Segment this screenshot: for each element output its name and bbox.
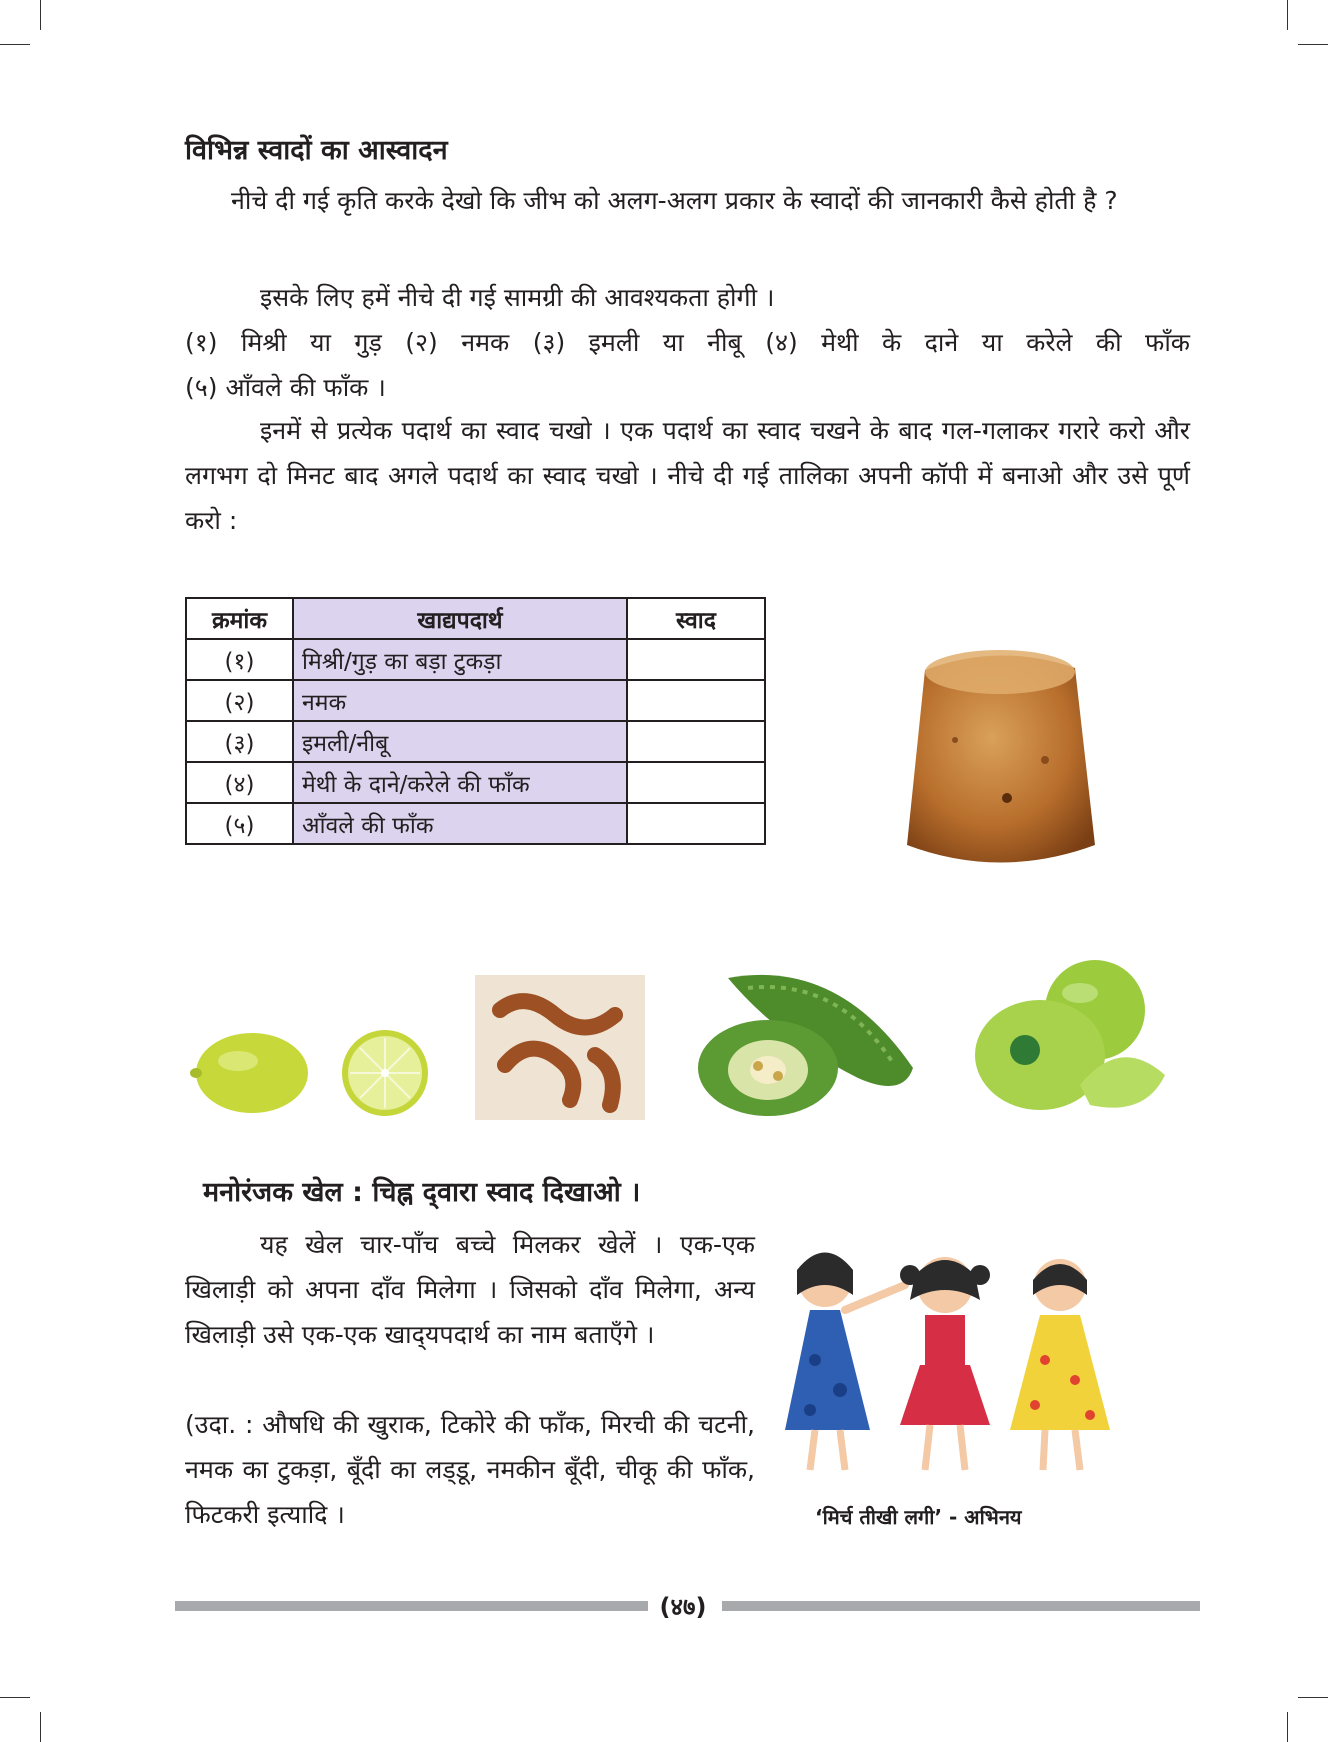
crop-mark	[40, 1712, 41, 1742]
crop-mark	[1298, 1697, 1328, 1698]
children-acting-illustration	[775, 1240, 1120, 1485]
table-row	[186, 803, 765, 844]
table-cell-taste	[627, 762, 765, 803]
table-cell-item: नमक	[293, 680, 627, 721]
table-cell-number: (२)	[186, 680, 293, 721]
crop-mark	[0, 44, 30, 45]
table-cell-number: (१)	[186, 639, 293, 680]
instructions-text: इनमें से प्रत्येक पदार्थ का स्वाद चखो । एक पदार्थ का स्वाद चखने के बाद गल-गलाकर गरारे करो और लगभग दो मिनट बाद अगले पदार्थ का स्वाद चखो । नीचे दी गई तालिका अपनी कॉपी में बनाओ और उसे पूर्ण करो :	[185, 416, 1190, 535]
page-number: (४७)	[659, 1593, 707, 1621]
intro-text: नीचे दी गई कृति करके देखो कि जीभ को अलग-अलग प्रकार के स्वादों की जानकारी कैसे होती है ?	[231, 186, 1118, 215]
game-paragraph	[185, 1222, 755, 1357]
table-row	[186, 680, 765, 721]
table-cell-number: (३)	[186, 721, 293, 762]
table-header-cell: खाद्यपदार्थ	[293, 598, 627, 639]
table-cell-item: इमली/नीबू	[293, 721, 627, 762]
materials-list-line: (१) मिश्री या गुड़ (२) नमक (३) इमली या नीबू (४) मेथी के दाने या करेले की फाँक	[185, 328, 1190, 357]
game-body-text: यह खेल चार-पाँच बच्चे मिलकर खेलें । एक-एक खिलाड़ी को अपना दाँव मिलेगा । जिसको दाँव मिलेगा, अन्य खिलाड़ी उसे एक-एक खाद्‌यपदार्थ का नाम बताएँगे ।	[185, 1230, 755, 1349]
crop-mark	[1287, 1712, 1288, 1742]
lemon-image	[190, 1028, 315, 1118]
intro-paragraph	[185, 178, 1190, 223]
crop-mark	[40, 0, 41, 30]
table-header-cell: स्वाद	[627, 598, 765, 639]
lemon-half-image	[340, 1028, 430, 1118]
game-examples-paragraph	[185, 1402, 755, 1537]
instructions-paragraph	[185, 408, 1190, 543]
table-row	[186, 721, 765, 762]
table-cell-item: मेथी के दाने/करेले की फाँक	[293, 762, 627, 803]
crop-mark	[1287, 0, 1288, 30]
table-cell-taste	[627, 639, 765, 680]
table-cell-item: मिश्री/गुड़ का बड़ा टुकड़ा	[293, 639, 627, 680]
taste-table	[185, 597, 766, 845]
tamarind-image	[475, 975, 645, 1120]
table-cell-taste	[627, 803, 765, 844]
footer-bar-left	[175, 1601, 648, 1611]
crop-mark	[0, 1697, 30, 1698]
materials-list-line: (५) आँवले की फाँक ।	[185, 373, 386, 402]
footer-bar-right	[722, 1601, 1200, 1611]
jaggery-image	[895, 640, 1105, 880]
materials-intro: इसके लिए हमें नीचे दी गई सामग्री की आवश्यकता होगी ।	[260, 283, 775, 312]
illustration-caption: ‘मिर्च तीखी लगी’ - अभिनय	[815, 1505, 1022, 1529]
table-cell-number: (४)	[186, 762, 293, 803]
table-cell-taste	[627, 721, 765, 762]
bitter-gourd-image	[688, 958, 923, 1120]
table-cell-item: आँवले की फाँक	[293, 803, 627, 844]
table-header-row	[186, 598, 765, 639]
crop-mark	[1298, 44, 1328, 45]
game-heading: मनोरंजक खेल : चिह्न द्‌वारा स्वाद दिखाओ ।	[203, 1177, 641, 1208]
game-examples-text: (उदा. : औषधि की खुराक, टिकोरे की फाँक, मिरची की चटनी, नमक का टुकड़ा, बूँदी का लड्‌डू, नमकीन बूँदी, चीकू की फाँक, फिटकरी इत्यादि ।	[185, 1410, 755, 1529]
table-row	[186, 762, 765, 803]
table-cell-number: (५)	[186, 803, 293, 844]
table-header-cell: क्रमांक	[186, 598, 293, 639]
section-heading: विभिन्न स्वादों का आस्वादन	[185, 135, 448, 166]
table-cell-taste	[627, 680, 765, 721]
amla-image	[970, 955, 1170, 1120]
table-row	[186, 639, 765, 680]
